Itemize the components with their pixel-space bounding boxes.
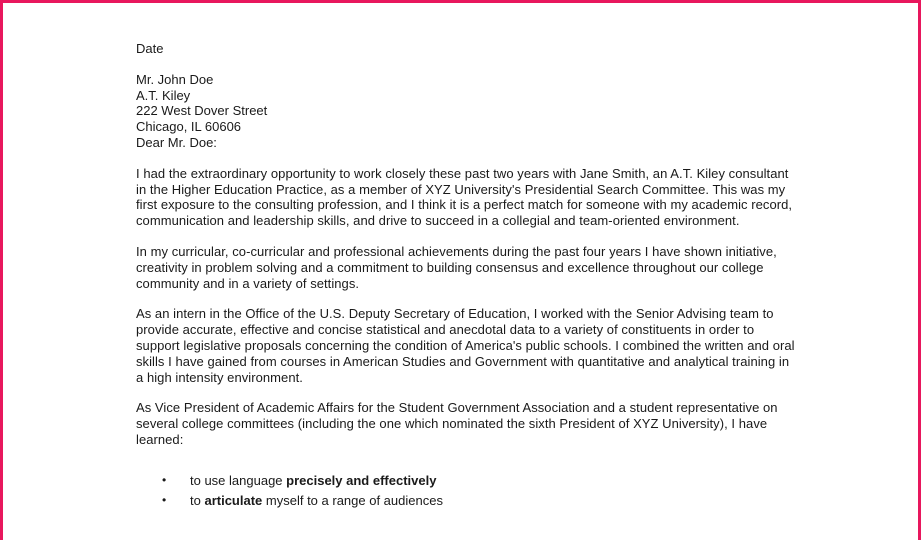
recipient-company: A.T. Kiley xyxy=(136,87,191,103)
salutation: Dear Mr. Doe: xyxy=(136,134,217,150)
list-item xyxy=(136,473,796,489)
cover-letter xyxy=(136,41,796,512)
letter-date: Date xyxy=(136,41,164,56)
list-item-suffix: myself to a range of audiences xyxy=(262,492,443,508)
recipient-street: 222 West Dover Street xyxy=(136,103,268,119)
skills-list xyxy=(136,473,796,509)
list-item-prefix: to use language xyxy=(190,472,287,488)
paragraph-leadership: As Vice President of Academic Affairs for the Student Government Association and a student representative on several college committees (including the one which nominated the sixth President of XYZ University), I have learned: xyxy=(136,400,778,447)
paragraph-intro: I had the extraordinary opportunity to work closely these past two years with Jane Smith, an A.T. Kiley consultant in the Higher Education Practice, as a member of XYZ University's Presidential Search Committee. This was my first exposure to the consulting profession, and I think it is a perfect match for someone with my academic record, communication and leadership skills, and drive to succeed in a collegial and team-oriented environment. xyxy=(136,165,793,229)
list-item-prefix: to xyxy=(190,492,205,508)
bullet-icon: • xyxy=(162,492,167,507)
list-item-emphasis: precisely and effectively xyxy=(286,472,437,488)
paragraph-achievements: In my curricular, co-curricular and professional achievements during the past four years I have shown initiative, creativity in problem solving and a commitment to building consensus and excellence throughout our college community and in a variety of settings. xyxy=(136,243,777,291)
recipient-name: Mr. John Doe xyxy=(136,71,214,87)
list-item xyxy=(136,493,796,509)
recipient-city: Chicago, IL 60606 xyxy=(136,119,242,135)
paragraph-internship: As an intern in the Office of the U.S. Deputy Secretary of Education, I worked with the Senior Advising team to provide accurate, effective and concise statistical and anecdotal data to a variety of constituents in order to support legislative proposals concerning the condition of America's public schools. I combined the written and oral skills I have gained from courses in American Studies and Government with quantitative and analytical training in a high intensity environment. xyxy=(136,306,795,385)
bullet-icon: • xyxy=(162,472,167,487)
list-item-emphasis: articulate xyxy=(204,492,263,508)
recipient-address xyxy=(136,72,796,151)
